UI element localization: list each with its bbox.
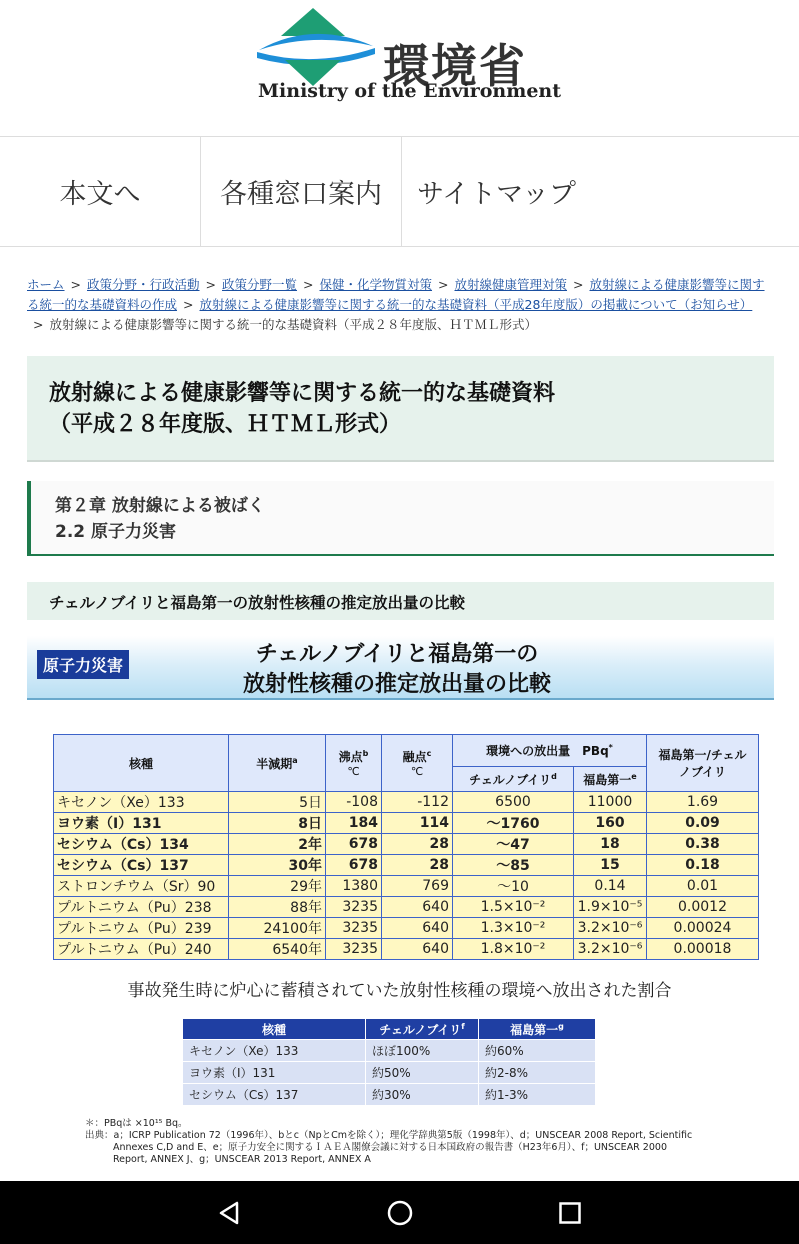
slide-title-line1: チェルノブイリと福島第一の (255, 642, 539, 667)
footnote-unit: ＊：PBqは ×10¹⁵ Bq。 (85, 1118, 188, 1129)
breadcrumb-current: 放射線による健康影響等に関する統一的な基礎資料（平成２８年度版、ＨＴＭＬ形式） (49, 317, 537, 332)
cell-boiling: 3235 (326, 897, 382, 918)
cell-chernobyl: ～10 (453, 876, 574, 897)
cell-boiling: -108 (326, 792, 382, 813)
cell-half-life: 29年 (229, 876, 326, 897)
ministry-logo-icon[interactable] (255, 8, 380, 88)
page-title-line1: 放射線による健康影響等に関する統一的な基礎資料 (49, 381, 556, 406)
cell-ratio: 0.0012 (647, 897, 759, 918)
footnote-source: 出典：a；ICRP Publication 72（1996年）、bとc（NpとCmを除く）；理化学辞典第5版（1998年）、d；UNSCEAR 2008 Report, Scientific (85, 1130, 693, 1141)
cell-chernobyl: 約30% (366, 1084, 479, 1106)
cell-nuclide: プルトニウム（Pu）238 (54, 897, 229, 918)
cell-fukushima: 3.2×10⁻⁶ (574, 939, 647, 960)
cell-fukushima: 160 (574, 813, 647, 834)
cell-melting: 640 (382, 897, 453, 918)
page-title-line2: （平成２８年度版、ＨＴＭＬ形式） (49, 412, 402, 437)
cell-nuclide: セシウム（Cs）137 (54, 855, 229, 876)
chapter-title: 第２章 放射線による被ばく (55, 496, 265, 516)
cell-half-life: 5日 (229, 792, 326, 813)
breadcrumb-link[interactable]: 政策分野一覧 (222, 277, 298, 292)
nav-sitemap[interactable]: サイトマップ (417, 179, 577, 210)
home-icon[interactable] (370, 1181, 430, 1244)
cell-half-life: 30年 (229, 855, 326, 876)
section-number-title: 2.2 原子力災害 (55, 522, 177, 542)
cell-ratio: 0.00018 (647, 939, 759, 960)
cell-melting: 28 (382, 855, 453, 876)
nav-skip-to-content[interactable]: 本文へ (0, 137, 201, 246)
cell-nuclide: ヨウ素（I）131 (54, 813, 229, 834)
slide-title-line2: 放射性核種の推定放出量の比較 (242, 672, 551, 697)
chapter-heading (27, 481, 774, 556)
cell-nuclide: キセノン（Xe）133 (183, 1040, 366, 1062)
section-heading: チェルノブイリと福島第一の放射性核種の推定放出量の比較 (27, 582, 774, 620)
cell-chernobyl: 1.8×10⁻² (453, 939, 574, 960)
table-row (54, 855, 759, 876)
cell-boiling: 184 (326, 813, 382, 834)
cell-fukushima: 18 (574, 834, 647, 855)
slide-title (197, 640, 597, 700)
breadcrumb-link[interactable]: ホーム (27, 277, 65, 292)
table-row (54, 897, 759, 918)
cell-fukushima: 11000 (574, 792, 647, 813)
cell-melting: 769 (382, 876, 453, 897)
header-nuclide: 核種 (54, 735, 229, 792)
header-ratio: 福島第一/チェルノブイリ (647, 735, 759, 792)
table-row (54, 813, 759, 834)
cell-boiling: 678 (326, 855, 382, 876)
cell-nuclide: プルトニウム（Pu）240 (54, 939, 229, 960)
ratio-caption: 事故発生時に炉心に蓄積されていた放射性核種の環境へ放出された割合 (127, 981, 672, 1001)
cell-fukushima: 1.9×10⁻⁵ (574, 897, 647, 918)
site-header (0, 0, 799, 137)
cell-nuclide: プルトニウム（Pu）239 (54, 918, 229, 939)
table-row (54, 939, 759, 960)
cell-half-life: 24100年 (229, 918, 326, 939)
table-row (54, 876, 759, 897)
cell-nuclide: ヨウ素（I）131 (183, 1062, 366, 1084)
logo-kanji[interactable]: 環境省 (383, 39, 527, 93)
table-row (183, 1062, 596, 1084)
breadcrumb: ホーム > 政策分野・行政活動 > 政策分野一覧 > 保健・化学物質対策 > 放射線健康管理対策 > 放射線による健康影響等に関する統一的な基礎資料の作成 > 放射線による健康影響等に関する統一的な基礎資料（平成28年度版）の掲載について（お知らせ）> 放射線による健康影響等に関する統一的な基礎資料（平成２８年度版、ＨＴＭＬ形式） (27, 277, 765, 332)
breadcrumb-link[interactable]: 保健・化学物質対策 (319, 277, 433, 292)
cell-ratio: 1.69 (647, 792, 759, 813)
release-ratio-table (182, 1018, 596, 1106)
cell-melting: -112 (382, 792, 453, 813)
cell-ratio: 0.01 (647, 876, 759, 897)
header-half-life: 半減期$^a$ (229, 735, 326, 792)
cell-nuclide: セシウム（Cs）134 (54, 834, 229, 855)
header-chernobyl: チェルノブイリ$^d$ (453, 767, 574, 792)
breadcrumb-link[interactable]: 放射線健康管理対策 (454, 277, 568, 292)
cell-chernobyl: ～1760 (453, 813, 574, 834)
footnote-source-cont: Report, ANNEX J、g；UNSCEAR 2013 Report, ANNEX A (113, 1154, 371, 1165)
header-boiling-point: 沸点$^b$ ℃ (326, 735, 382, 792)
cell-melting: 640 (382, 939, 453, 960)
header-melting-point: 融点$^c$ ℃ (382, 735, 453, 792)
logo-english[interactable]: Ministry of the Environment (258, 80, 562, 102)
cell-boiling: 3235 (326, 918, 382, 939)
cell-melting: 114 (382, 813, 453, 834)
breadcrumb-link[interactable]: 放射線による健康影響等に関する統一的な基礎資料の作成 (27, 277, 765, 312)
cell-nuclide: ストロンチウム（Sr）90 (54, 876, 229, 897)
cell-ratio: 0.38 (647, 834, 759, 855)
header-fukushima: 福島第一$^e$ (574, 767, 647, 792)
table-row (54, 834, 759, 855)
header-nuclide: 核種 (183, 1019, 366, 1040)
cell-fukushima: 0.14 (574, 876, 647, 897)
recents-icon[interactable] (540, 1181, 600, 1244)
cell-chernobyl: 1.5×10⁻² (453, 897, 574, 918)
table-row (54, 792, 759, 813)
cell-half-life: 6540年 (229, 939, 326, 960)
table-row (183, 1040, 596, 1062)
cell-chernobyl: 約50% (366, 1062, 479, 1084)
cell-boiling: 1380 (326, 876, 382, 897)
cell-chernobyl: 1.3×10⁻² (453, 918, 574, 939)
page-title (27, 356, 774, 462)
global-nav (0, 137, 799, 247)
breadcrumb-link[interactable]: 政策分野・行政活動 (87, 277, 200, 292)
slide-banner (27, 636, 774, 700)
cell-fukushima: 約2-8% (479, 1062, 596, 1084)
header-chernobyl: チェルノブイリ$^f$ (366, 1019, 479, 1040)
header-fukushima: 福島第一$^g$ (479, 1019, 596, 1040)
cell-boiling: 678 (326, 834, 382, 855)
cell-chernobyl: 6500 (453, 792, 574, 813)
footnote-source-cont: Annexes C,D and E、e；原子力安全に関するＩＡＥＡ閣僚会議に対する日本国政府の報告書（H23年6月）、f；UNSCEAR 2000 (113, 1142, 667, 1153)
cell-half-life: 2年 (229, 834, 326, 855)
footnotes (85, 1118, 715, 1166)
cell-fukushima: 約60% (479, 1040, 596, 1062)
breadcrumb-link[interactable]: 放射線による健康影響等に関する統一的な基礎資料（平成28年度版）の掲載について（お知らせ） (199, 297, 753, 312)
cell-nuclide: セシウム（Cs）137 (183, 1084, 366, 1106)
cell-fukushima: 約1-3% (479, 1084, 596, 1106)
cell-half-life: 88年 (229, 897, 326, 918)
cell-half-life: 8日 (229, 813, 326, 834)
cell-chernobyl: ～47 (453, 834, 574, 855)
nav-contact-guide[interactable]: 各種窓口案内 (201, 137, 402, 246)
cell-fukushima: 3.2×10⁻⁶ (574, 918, 647, 939)
cell-chernobyl: ほぼ100% (366, 1040, 479, 1062)
header-release-amount: 環境への放出量 PBq* (453, 735, 647, 767)
cell-melting: 28 (382, 834, 453, 855)
table-row (54, 918, 759, 939)
table-row (183, 1084, 596, 1106)
system-nav-bar (0, 1181, 799, 1244)
cell-fukushima: 15 (574, 855, 647, 876)
back-icon[interactable] (200, 1181, 260, 1244)
release-comparison-table (53, 734, 759, 960)
cell-ratio: 0.00024 (647, 918, 759, 939)
cell-chernobyl: ～85 (453, 855, 574, 876)
cell-melting: 640 (382, 918, 453, 939)
cell-ratio: 0.18 (647, 855, 759, 876)
cell-ratio: 0.09 (647, 813, 759, 834)
slide-category-tag: 原子力災害 (37, 650, 129, 679)
cell-nuclide: キセノン（Xe）133 (54, 792, 229, 813)
cell-boiling: 3235 (326, 939, 382, 960)
